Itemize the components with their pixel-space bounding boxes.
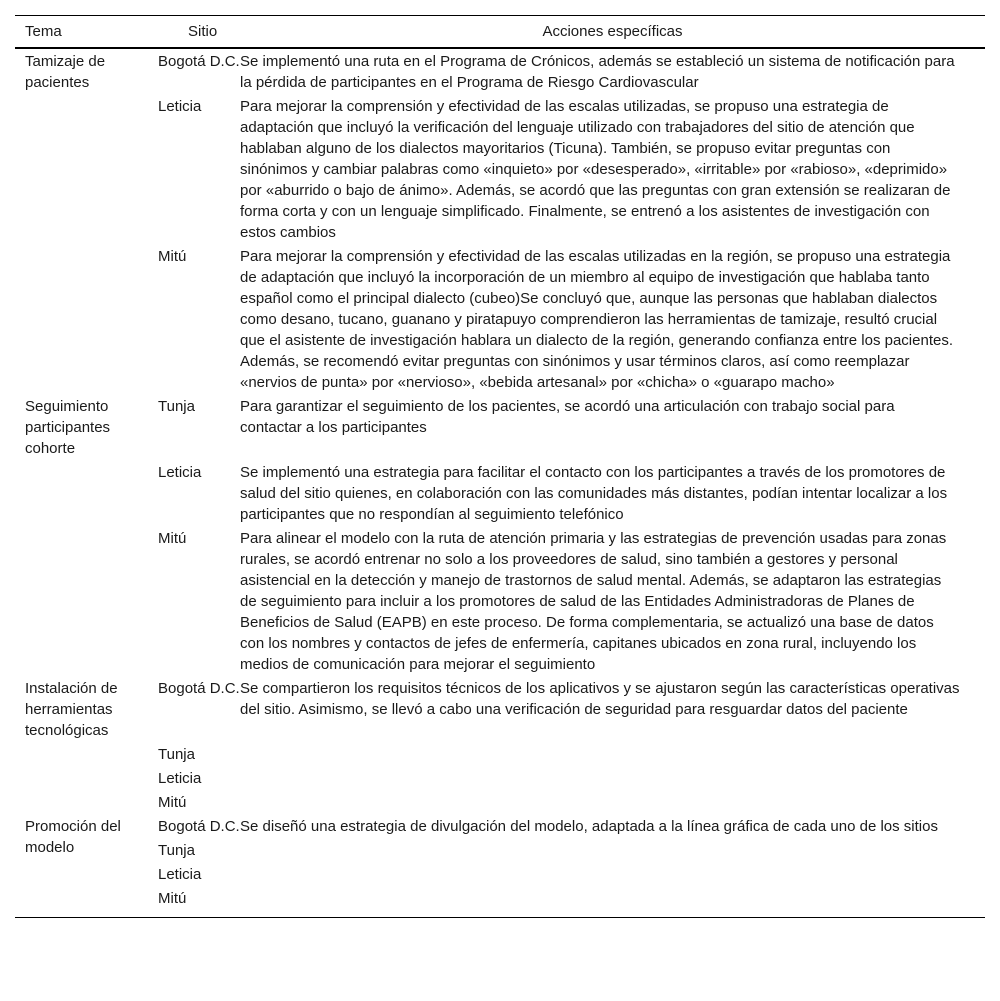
tema-cell: Instalación de herramientas tecnológicas (25, 680, 118, 739)
table-row (15, 814, 985, 838)
accion-cell: Se diseñó una estrategia de divulgación del modelo, adaptada a la línea gráfica de cada uno de los sitios (240, 818, 938, 835)
accion-cell: Para garantizar el seguimiento de los pacientes, se acordó una articulación con trabajo social para contactar a los participantes (240, 398, 895, 436)
sitio-cell: Leticia (158, 98, 202, 115)
table-row (15, 526, 985, 676)
accion-cell: Para mejorar la comprensión y efectividad de las escalas utilizadas en la región, se propuso una estrategia de adaptación que incluyó la incorporación de un miembro al equipo de investigación que hablaba tanto español como el principal dialecto (cubeo)Se concluyó que, aunque las personas que hablaban dialectos como desano, tucano, guanano y piratapuyo comprendieron las herramientas de tamizaje, resultó crucial que el asistente de investigación hablara un dialecto de la región, generando confianza entre los pacientes. Además, se recomendó evitar preguntas con sinónimos y usar términos claros, así como reemplazar «nervios de punta» por «nervioso», «bebida artesanal» por «chicha» o «guarapo macho» (240, 248, 953, 391)
table-row (15, 394, 985, 460)
sitio-cell: Bogotá D.C. (158, 680, 240, 697)
tema-cell: Seguimiento participantes cohorte (25, 398, 111, 457)
table-header (15, 16, 985, 49)
sitio-cell: Leticia (158, 770, 202, 787)
accion-cell: Para alinear el modelo con la ruta de atención primaria y las estrategias de prevención usadas para zonas rurales, se acordó entrenar no solo a los proveedores de salud, sino también a gestores y personal asistencial en la detección y manejo de trastornos de salud mental. Además, se adaptaron las estrategias de seguimiento para incluir a los promotores de salud de las Entidades Administradoras de Planes de Beneficios de Salud (EAPB) en este proceso. De forma complementaria, se actualizó una base de datos con los nombres y contactos de jefes de enfermería, capitanes ubicados en zona rural, incluyendo los medios de comunicación para mejorar el seguimiento (240, 530, 947, 673)
table-row (15, 244, 985, 394)
sitio-cell: Bogotá D.C. (158, 818, 240, 835)
accion-cell: Para mejorar la comprensión y efectividad de las escalas utilizadas, se propuso una estrategia de adaptación que incluyó la verificación del lenguaje utilizado con trabajadores del sitio de atención que hablaban alguno de los dialectos mayoritarios (Ticuna). También, se propuso evitar preguntas con sinónimos y cambiar palabras como «inquieto» por «desesperado», «irritable» por «rabioso», «deprimido» por «aburrido o bajo de ánimo». Además, se acordó que las preguntas con gran extensión se realizaran de forma corta y con un lenguaje simplificado. Finalmente, se entrenó a los asistentes de investigación con estos cambios (240, 98, 951, 241)
header-sitio: Sitio (149, 16, 240, 49)
tema-cell: Tamizaje de pacientes (25, 53, 106, 91)
table-row (15, 766, 985, 790)
sitio-cell: Tunja (158, 746, 195, 763)
actions-table (15, 15, 985, 917)
accion-cell: Se implementó una estrategia para facilitar el contacto con los participantes a través de los promotores de salud del sitio quienes, en colaboración con las comunidades más distantes, podían intentar localizar a los participantes que no respondían al seguimiento telefónico (240, 464, 948, 523)
table-row (15, 460, 985, 526)
sitio-cell: Leticia (158, 464, 202, 481)
table-row (15, 94, 985, 244)
accion-cell (240, 790, 985, 814)
table-row (15, 790, 985, 814)
header-row (15, 16, 985, 49)
header-tema: Tema (15, 16, 149, 49)
tema-cell: Promoción del modelo (25, 818, 121, 856)
table-row (15, 48, 985, 94)
sitio-cell: Mitú (158, 248, 187, 265)
sitio-cell: Bogotá D.C. (158, 53, 240, 70)
sitio-cell: Mitú (158, 530, 187, 547)
accion-cell (240, 742, 985, 766)
table-bottom-rule (15, 917, 985, 918)
accion-cell (240, 766, 985, 790)
accion-cell: Se compartieron los requisitos técnicos de los aplicativos y se ajustaron según las características operativas del sitio. Asimismo, se llevó a cabo una verificación de seguridad para resguardar datos del paciente (240, 680, 960, 718)
sitio-cell: Tunja (158, 842, 195, 859)
header-acciones: Acciones específicas (240, 16, 985, 49)
table-body (15, 48, 985, 917)
actions-table-container (15, 15, 985, 918)
sitio-cell: Leticia (158, 866, 202, 883)
sitio-cell: Mitú (158, 890, 187, 907)
sitio-cell: Tunja (158, 398, 195, 415)
accion-cell: Se implementó una ruta en el Programa de Crónicos, además se estableció un sistema de notificación para la pérdida de participantes en el Programa de Riesgo Cardiovascular (240, 53, 955, 91)
table-row (15, 742, 985, 766)
table-row (15, 676, 985, 742)
sitio-cell: Mitú (158, 794, 187, 811)
